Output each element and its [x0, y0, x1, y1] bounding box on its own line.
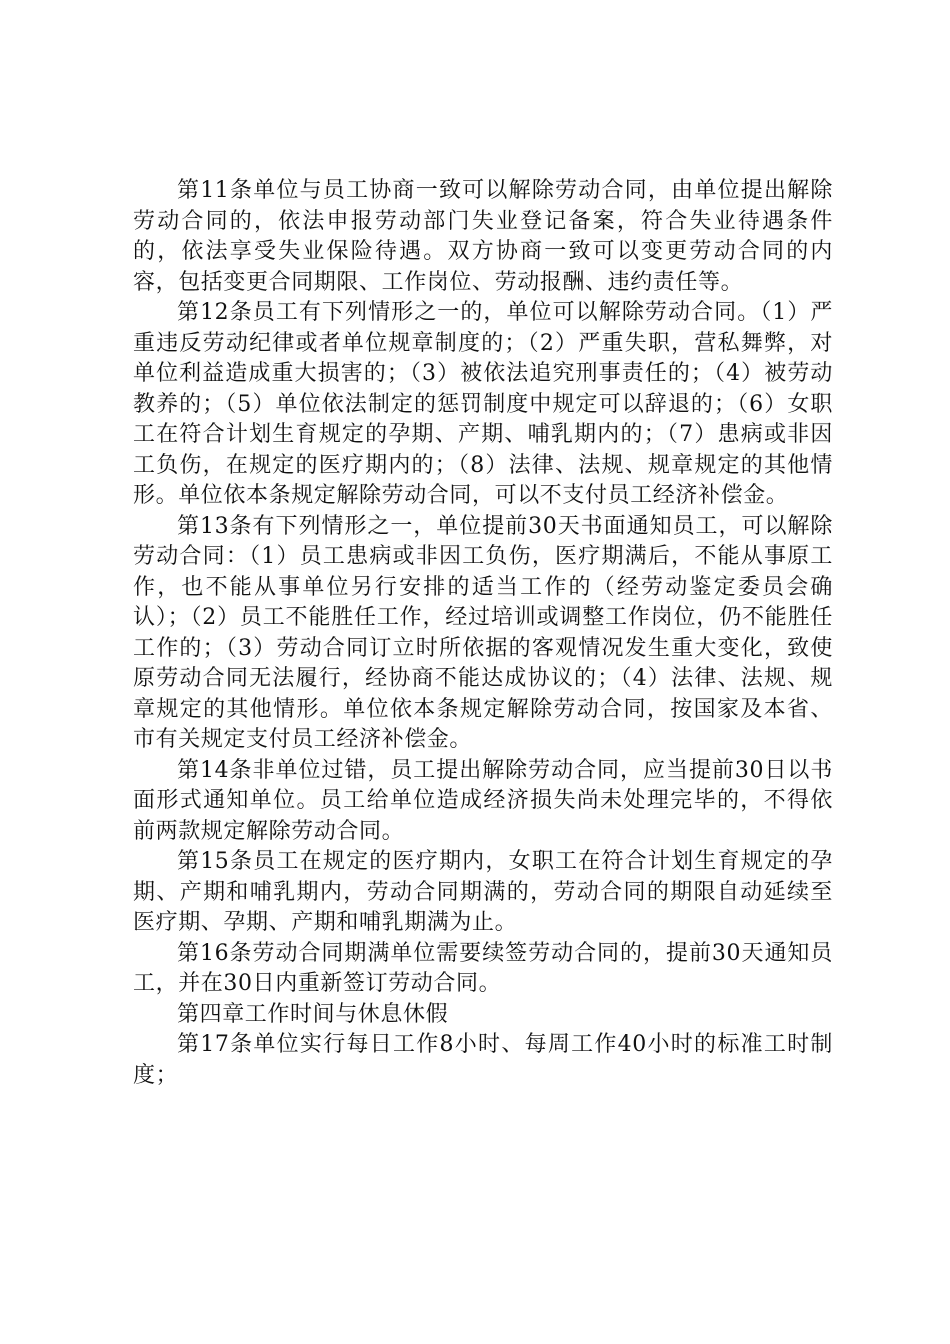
- document-body: [133, 176, 833, 1091]
- chapter-4-heading: 第四章工作时间与休息休假: [177, 1001, 449, 1027]
- article-14-paragraph: 第14条非单位过错，员工提出解除劳动合同，应当提前30日以书面形式通知单位。员工给单位造成经济损失尚未处理完毕的，不得依前两款规定解除劳动合同。: [133, 757, 833, 844]
- article-12-paragraph: 第12条员工有下列情形之一的，单位可以解除劳动合同。（1）严重违反劳动纪律或者单位规章制度的；（2）严重失职，营私舞弊，对单位利益造成重大损害的；（3）被依法追究刑事责任的；（4）被劳动教养的；（5）单位依法制定的惩罚制度中规定可以辞退的；（6）女职工在符合计划生育规定的孕期、产期、哺乳期内的；（7）患病或非因工负伤，在规定的医疗期内的；（8）法律、法规、规章规定的其他情形。单位依本条规定解除劳动合同，可以不支付员工经济补偿金。: [133, 300, 833, 508]
- article-17-paragraph: 第17条单位实行每日工作8小时、每周工作40小时的标准工时制度；: [133, 1032, 833, 1088]
- article-16-paragraph: 第16条劳动合同期满单位需要续签劳动合同的，提前30天通知员工，并在30日内重新签订劳动合同。: [133, 940, 833, 996]
- article-15-paragraph: 第15条员工在规定的医疗期内，女职工在符合计划生育规定的孕期、产期和哺乳期内，劳动合同期满的，劳动合同的期限自动延续至医疗期、孕期、产期和哺乳期满为止。: [133, 849, 833, 935]
- article-11-paragraph: 第11条单位与员工协商一致可以解除劳动合同，由单位提出解除劳动合同的，依法申报劳动部门失业登记备案，符合失业待遇条件的，依法享受失业保险待遇。双方协商一致可以变更劳动合同的内容，包括变更合同期限、工作岗位、劳动报酬、违约责任等。: [133, 178, 833, 295]
- article-13-paragraph: 第13条有下列情形之一，单位提前30天书面通知员工，可以解除劳动合同：（1）员工患病或非因工负伤，医疗期满后，不能从事原工作，也不能从事单位另行安排的适当工作的（经劳动鉴定委员会确认）；（2）员工不能胜任工作，经过培训或调整工作岗位，仍不能胜任工作的；（3）劳动合同订立时所依据的客观情况发生重大变化，致使原劳动合同无法履行，经协商不能达成协议的；（4）法律、法规、规章规定的其他情形。单位依本条规定解除劳动合同，按国家及本省、市有关规定支付员工经济补偿金。: [133, 513, 833, 752]
